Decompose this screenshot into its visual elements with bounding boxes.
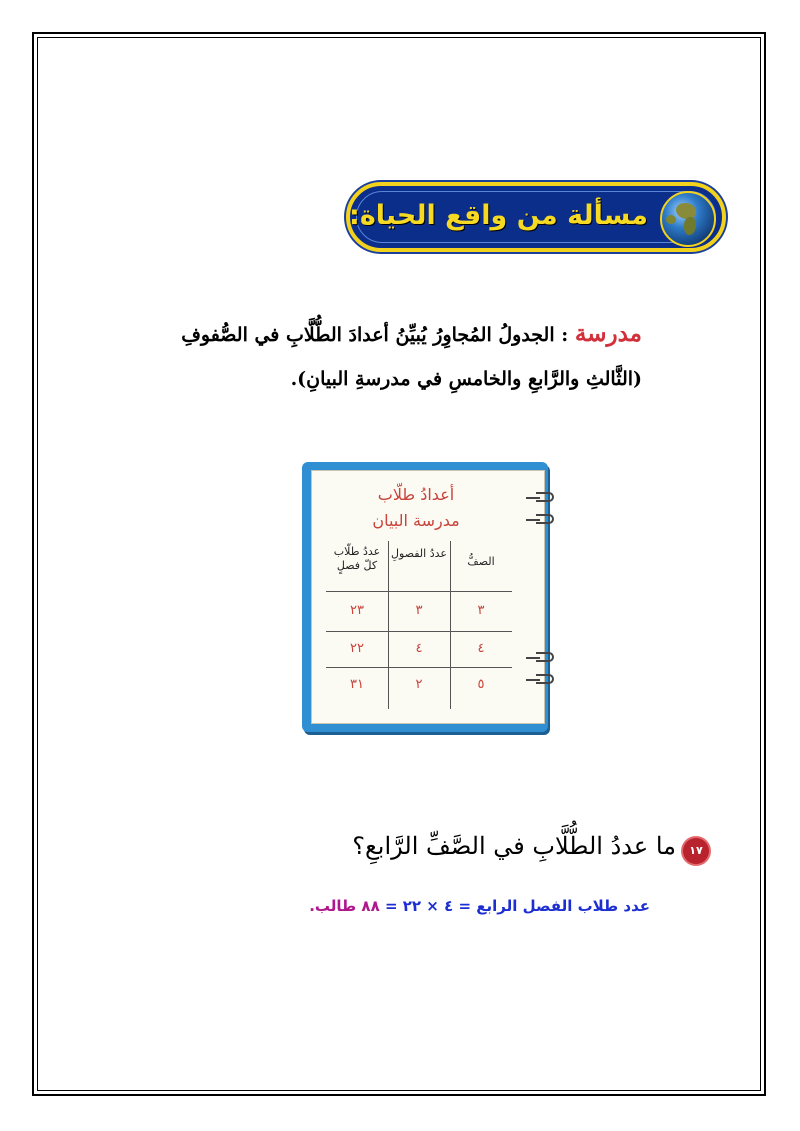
table-cell: ٣ [477,603,485,618]
table-cell: ٢٢ [350,641,364,656]
table-row-divider [326,667,512,668]
spiral-ring [536,674,554,684]
table-cell: ٢٣ [350,603,364,618]
answer-line [309,897,650,915]
spiral-ring [536,492,554,502]
table-row-divider [326,631,512,632]
table-cell: ٥ [477,677,485,692]
spiral-ring [536,514,554,524]
notebook-heading-1: أعدادُ طلّاب [377,485,455,504]
notebook-heading-2: مدرسة البيان [372,511,460,530]
globe-icon [660,191,716,247]
spiral-ring [536,652,554,662]
problem-statement [122,312,642,401]
question-number-badge: ١٧ [683,838,709,864]
problem-text-1: الجدولُ المُجاوِرُ يُبيِّنُ أعدادَ الطُّلَّابِ في الصُّفوفِ [181,324,555,346]
problem-line-2: (الثَّالثِ والرَّابعِ والخامسِ في مدرسةِ البيانِ). [290,368,642,390]
answer-result: ٨٨ طالب. [309,897,385,915]
table-cell: ٣ [415,603,423,618]
table-cell: ٢ [415,677,423,692]
table-cell: ٣١ [350,677,364,692]
answer-equation: عدد طلاب الفصل الرابع = ٤ × ٢٢ = [384,897,650,915]
students-table [326,541,512,709]
table-header-students: عددُ طلّاب كلّ فصلٍ [333,545,381,572]
title-text: مسألة من واقع الحياة: [349,200,648,231]
table-row-divider [326,591,512,592]
notebook-page [311,470,545,724]
table-header-grade: الصفُّ [467,555,495,568]
question-text: ما عددُ الطُّلَّابِ في الصَّفِّ الرَّابعِ؟ [352,832,676,860]
problem-separator: : [554,324,575,346]
problem-keyword: مدرسة [574,320,642,347]
table-cell: ٤ [477,641,485,656]
table-header-classes: عددُ الفصولِ [391,547,447,560]
table-cell: ٤ [415,641,423,656]
notebook-illustration [302,462,548,732]
title-banner [346,182,726,252]
problem-line-1 [122,312,642,357]
